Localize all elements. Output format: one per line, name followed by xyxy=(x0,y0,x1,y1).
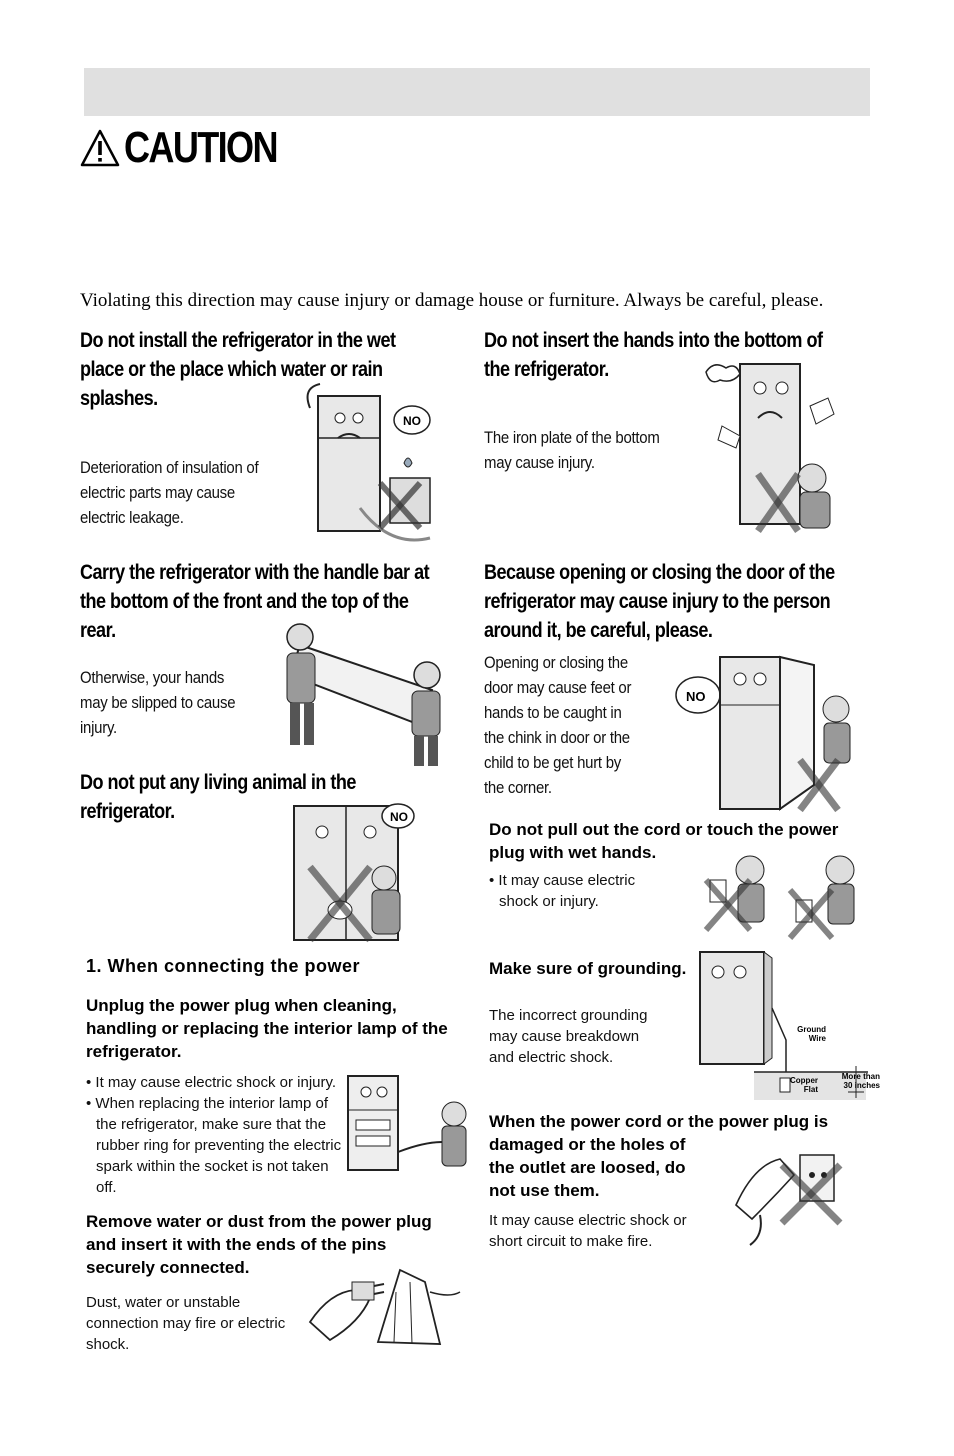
damaged-body: It may cause electric shock or short circuit to make fire. xyxy=(489,1212,687,1250)
wet-hands-plug-illustration xyxy=(700,840,868,945)
copper-flat-label: Copper Flat xyxy=(790,1076,818,1094)
unplug-heading: Unplug the power plug when cleaning, handling or replacing the interior lamp of the refrigerator. xyxy=(86,996,448,1061)
carry-body: Otherwise, your hands may be slipped to cause injury. xyxy=(80,668,236,737)
door-heading: Because opening or closing the door of the refrigerator may cause injury to the person around it, be careful, please. xyxy=(484,561,835,642)
dust-heading: Remove water or dust from the power plug and insert it with the ends of the pins securely connected. xyxy=(86,1212,432,1277)
cord-body: • It may cause electric shock or injury. xyxy=(489,872,636,910)
wet-place-heading: Do not install the refrigerator in the wet place or the place which water or rain splashes. xyxy=(80,329,396,410)
hands-bottom-body: The iron plate of the bottom may cause injury. xyxy=(484,428,660,472)
unplug-illustration xyxy=(344,1072,474,1182)
animal-refrigerator-illustration xyxy=(288,792,438,947)
caution-heading: CAUTION xyxy=(124,123,277,172)
ground-wire-label: Ground Wire xyxy=(797,1025,826,1043)
intro-text: Violating this direction may cause injury or damage house or furniture. Always be careful, please. xyxy=(80,290,824,311)
warning-triangle-icon xyxy=(80,129,120,167)
ground-body: The incorrect grounding may cause breakdown and electric shock. xyxy=(489,1007,648,1066)
door-illustration xyxy=(660,645,860,815)
header-band xyxy=(84,68,870,116)
hands-bottom-illustration xyxy=(700,356,845,536)
plug-cleaning-illustration xyxy=(300,1262,465,1352)
section-title: 1. When connecting the power xyxy=(86,956,361,976)
wet-place-body: Deterioration of insulation of electric parts may cause electric leakage. xyxy=(80,458,259,527)
carry-heading: Carry the refrigerator with the handle bar at the bottom of the front and the top of the rear. xyxy=(80,561,430,642)
ground-heading: Make sure of grounding. xyxy=(489,959,687,978)
cord-heading: Do not pull out the cord or touch the power plug with wet hands. xyxy=(489,820,839,862)
depth-label: More than 30 inches xyxy=(841,1072,880,1090)
wet-refrigerator-illustration xyxy=(300,378,450,553)
no-badge: NO xyxy=(686,689,706,704)
animal-heading: Do not put any living animal in the refrigerator. xyxy=(80,771,356,823)
dust-body: Dust, water or unstable connection may fire or electric shock. xyxy=(86,1294,286,1353)
unplug-bullets: • It may cause electric shock or injury. • When replacing the interior lamp of the refrigerator, make sure that the rubber ring for preventing the electric spark within the socket is not taken off. xyxy=(86,1074,342,1196)
damaged-plug-illustration xyxy=(730,1135,845,1250)
hands-bottom-heading: Do not insert the hands into the bottom of the refrigerator. xyxy=(484,329,823,381)
no-badge: NO xyxy=(390,810,408,824)
carry-refrigerator-illustration xyxy=(262,615,452,770)
door-body: Opening or closing the door may cause feet or hands to be caught in the chink in door or the child to be get hurt by the corner. xyxy=(484,653,632,797)
no-badge: NO xyxy=(403,414,421,428)
caution-title xyxy=(80,120,310,176)
damaged-heading: When the power cord or the power plug is damaged or the holes of the outlet are loosed, do not use them. xyxy=(489,1112,829,1200)
